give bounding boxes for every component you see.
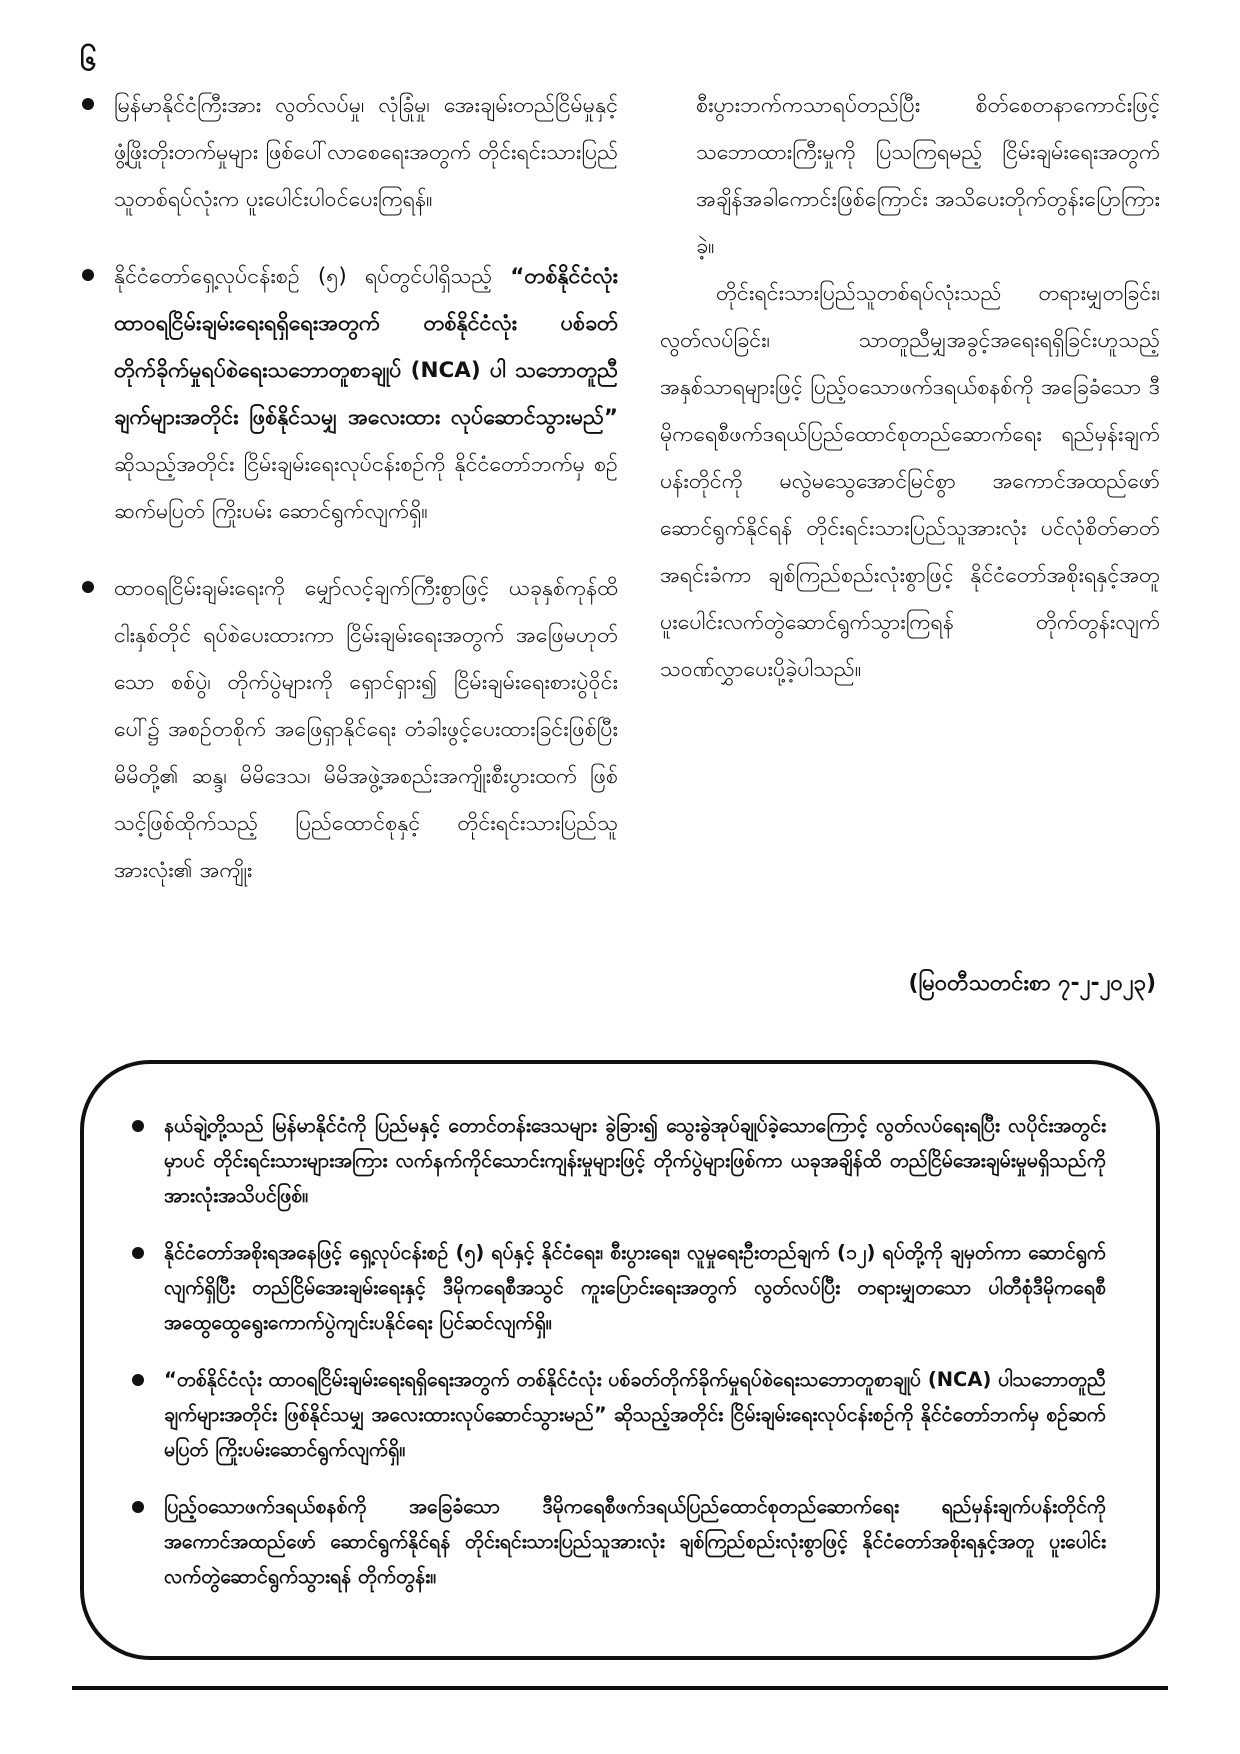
bullet2-text-pre: နိုင်ငံတော်ရှေ့လုပ်ငန်းစဉ် (၅) ရပ်တွင်ပါရှိသည့် [114,264,511,289]
right-paragraph: တိုင်းရင်းသားပြည်သူတစ်ရပ်လုံးသည် တရားမျှတခြင်း၊ လွတ်လပ်ခြင်း၊ သာတူညီမျှအခွင့်အရေးရရှိခြင်းဟူသည့် အနှစ်သာရများဖြင့် ပြည့်ဝသောဖက်ဒရယ်စနစ်ကို အခြေခံသော ဒီမိုကရေစီဖက်ဒရယ်ပြည်ထောင်စုတည်ဆောက်ရေး ရည်မှန်းချက်ပန်းတိုင်ကို မလွဲမသွေအောင်မြင်စွာ အကောင်အထည်ဖော် ဆောင်ရွက်နိုင်ရန် တိုင်းရင်းသားပြည်သူအားလုံး ပင်လုံစိတ်ဓာတ်အရင်းခံကာ ချစ်ကြည်စည်းလုံးစွာဖြင့် နိုင်ငံတော်အစိုးရနှင့်အတူ ပူးပေါင်းလက်တွဲဆောင်ရွက်သွားကြရန် တိုက်တွန်းလျက် သဝဏ်လွှာပေးပို့ခဲ့ပါသည်။ [660,281,1160,682]
right-column [660,82,1160,693]
bullet2-text-post: ဆိုသည့်အတိုင်း ငြိမ်းချမ်းရေးလုပ်ငန်းစဉ်ကို နိုင်ငံတော်ဘက်မှ စဉ်ဆက်မပြတ် ကြိုးပမ်း ဆောင်ရွက်လျက်ရှိ။ [114,452,618,524]
source-citation: (မြဝတီသတင်းစာ ၇-၂-၂၀၂၃) [908,971,1156,996]
bottom-rule [72,1686,1168,1690]
summary-bullet-list [128,1108,1106,1594]
left-column [78,82,618,924]
summary-item-2: နိုင်ငံတော်အစိုးရအနေဖြင့် ရှေ့လုပ်ငန်းစဉ် (၅) ရပ်နှင့် နိုင်ငံရေး၊ စီးပွားရေး၊ လူမှုရေးဦးတည်ချက် (၁၂) ရပ်တို့ကို ချမှတ်ကာ ဆောင်ရွက်လျက်ရှိပြီး တည်ငြိမ်အေးချမ်းရေးနှင့် ဒီမိုကရေစီအသွင် ကူးပြောင်းရေးအတွက် လွတ်လပ်ပြီး တရားမျှတသော ပါတီစုံဒီမိုကရေစီအထွေထွေရွေးကောက်ပွဲကျင်းပနိုင်ရေး ပြင်ဆင်လျက်ရှိ။ [128,1235,1106,1340]
summary-box [80,1060,1160,1660]
left-bullet-2 [78,253,618,535]
left-bullet-3: ထာဝရငြိမ်းချမ်းရေးကို မျှော်လင့်ချက်ကြီးစွာဖြင့် ယခုနှစ်ကုန်ထိ ငါးနှစ်တိုင် ရပ်စဲပေးထားကာ ငြိမ်းချမ်းရေးအတွက် အဖြေမဟုတ်သော စစ်ပွဲ၊ တိုက်ပွဲများကို ရှောင်ရှား၍ ငြိမ်းချမ်းရေးစားပွဲဝိုင်းပေါ်၌ အစဉ်တစိုက် အဖြေရှာနိုင်ရေး တံခါးဖွင့်ပေးထားခြင်းဖြစ်ပြီး မိမိတို့၏ ဆန္ဒ၊ မိမိဒေသ၊ မိမိအဖွဲ့အစည်းအကျိုးစီးပွားထက် ဖြစ်သင့်ဖြစ်ထိုက်သည့် ပြည်ထောင်စုနှင့် တိုင်းရင်းသားပြည်သူအားလုံး၏ အကျိုး [78,565,618,894]
right-continuation: စီးပွားဘက်ကသာရပ်တည်ပြီး စိတ်စေတနာကောင်းဖြင့် သဘောထားကြီးမှုကို ပြသကြရမည့် ငြိမ်းချမ်းရေးအတွက် အချိန်အခါကောင်းဖြစ်ကြောင်း အသိပေးတိုက်တွန်းပြောကြားခဲ့။ [696,93,1160,259]
left-bullet-1: မြန်မာနိုင်ငံကြီးအား လွတ်လပ်မှု၊ လုံခြုံမှု၊ အေးချမ်းတည်ငြိမ်မှုနှင့် ဖွံ့ဖြိုးတိုးတက်မှုများ ဖြစ်ပေါ်လာစေရေးအတွက် တိုင်းရင်းသားပြည်သူတစ်ရပ်လုံးက ပူးပေါင်းပါဝင်ပေးကြရန်။ [78,82,618,223]
summary-item-4: ပြည့်ဝသောဖက်ဒရယ်စနစ်ကို အခြေခံသော ဒီမိုကရေစီဖက်ဒရယ်ပြည်ထောင်စုတည်ဆောက်ရေး ရည်မှန်းချက်ပန်းတိုင်ကို အကောင်အထည်ဖော် ဆောင်ရွက်နိုင်ရန် တိုင်းရင်းသားပြည်သူအားလုံး ချစ်ကြည်စည်းလုံးစွာဖြင့် နိုင်ငံတော်အစိုးရနှင့်အတူ ပူးပေါင်းလက်တွဲဆောင်ရွက်သွားရန် တိုက်တွန်း။ [128,1489,1106,1594]
bullet2-quote-bold: “တစ်နိုင်ငံလုံး ထာဝရငြိမ်းချမ်းရေးရရှိရေးအတွက် တစ်နိုင်ငံလုံး ပစ်ခတ်တိုက်ခိုက်မှုရပ်စဲရေးသဘောတူစာချုပ် (NCA) ပါ သဘောတူညီချက်များအတိုင်း ဖြစ်နိုင်သမျှ အလေးထား လုပ်ဆောင်သွားမည်” [114,264,618,430]
summary-item-1: နယ်ချဲ့တို့သည် မြန်မာနိုင်ငံကို ပြည်မနှင့် တောင်တန်းဒေသများ ခွဲခြား၍ သွေးခွဲအုပ်ချုပ်ခဲ့သောကြောင့် လွတ်လပ်ရေးရပြီး လပိုင်းအတွင်းမှာပင် တိုင်းရင်းသားများအကြား လက်နက်ကိုင်သောင်းကျန်းမှုများဖြင့် တိုက်ပွဲများဖြစ်ကာ ယခုအချိန်ထိ တည်ငြိမ်အေးချမ်းမှုမရှိသည်ကို အားလုံးအသိပင်ဖြစ်။ [128,1108,1106,1213]
summary-item-3: “တစ်နိုင်ငံလုံး ထာဝရငြိမ်းချမ်းရေးရရှိရေးအတွက် တစ်နိုင်ငံလုံး ပစ်ခတ်တိုက်ခိုက်မှုရပ်စဲရေးသဘောတူစာချုပ် (NCA) ပါသဘောတူညီချက်များအတိုင်း ဖြစ်နိုင်သမျှ အလေးထားလုပ်ဆောင်သွားမည်” ဆိုသည့်အတိုင်း ငြိမ်းချမ်းရေးလုပ်ငန်းစဉ်ကို နိုင်ငံတော်ဘက်မှ စဉ်ဆက်မပြတ် ကြိုးပမ်းဆောင်ရွက်လျက်ရှိ။ [128,1362,1106,1467]
page-number: ၆ [80,43,97,78]
left-bullet-list [78,82,618,894]
